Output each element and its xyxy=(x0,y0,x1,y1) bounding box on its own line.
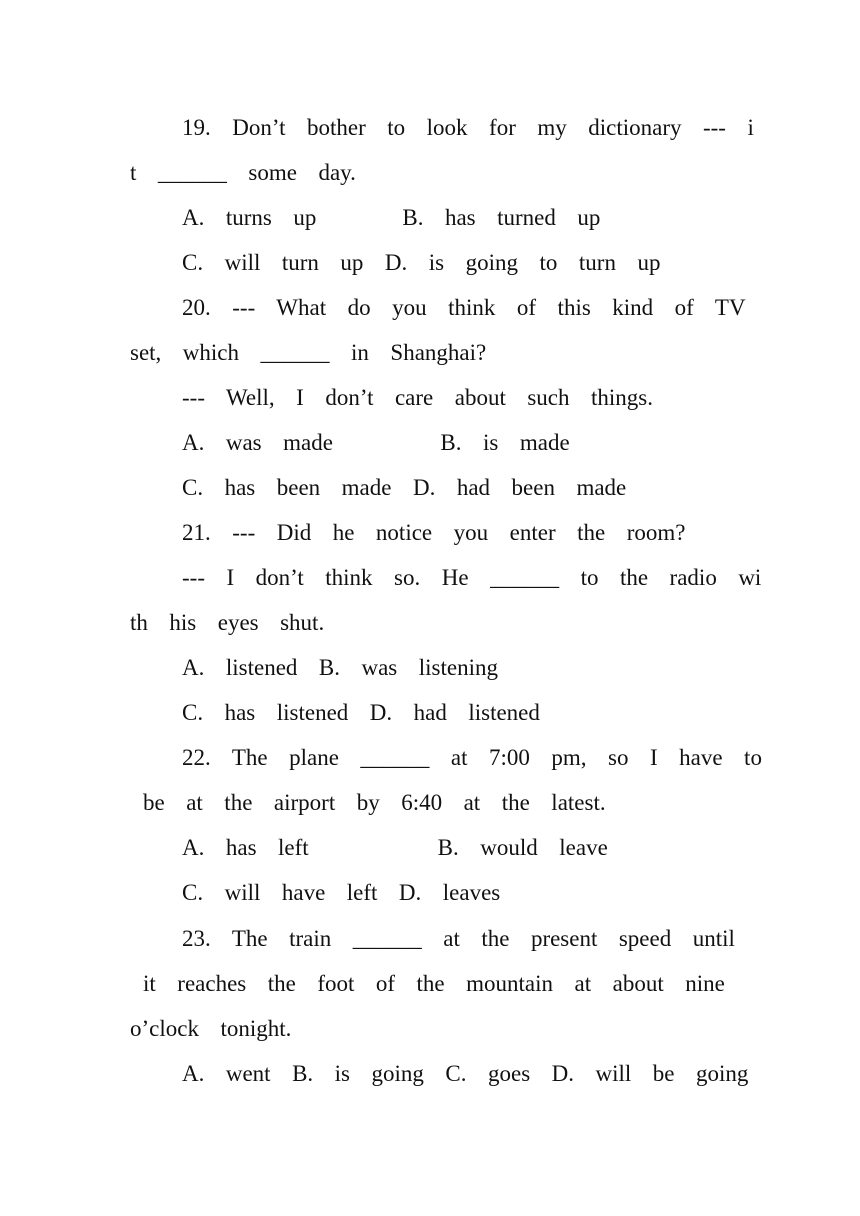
q21-stem-line1: 21. --- Did he notice you enter the room? xyxy=(182,520,686,545)
q23-stem-line2: it reaches the foot of the mountain at about nine xyxy=(143,971,725,996)
q19-stem-line2: t ______ some day. xyxy=(130,160,356,185)
q20-stem-line1: 20. --- What do you think of this kind of TV xyxy=(182,295,746,320)
q23-stem-line1: 23. The train ______ at the present speed until xyxy=(182,926,735,951)
q20-options-ab: A. was made B. is made xyxy=(182,430,570,455)
q19-stem-line1: 19. Don’t bother to look for my dictionary --- i xyxy=(182,115,754,140)
q22-options-ab: A. has left B. would leave xyxy=(182,835,608,860)
q22-options-cd: C. will have left D. leaves xyxy=(182,880,501,905)
q20-options-cd: C. has been made D. had been made xyxy=(182,475,627,500)
q21-options-ab: A. listened B. was listening xyxy=(182,655,498,680)
q23-options: A. went B. is going C. goes D. will be going xyxy=(182,1061,749,1086)
q21-options-cd: C. has listened D. had listened xyxy=(182,700,540,725)
q21-stem-line3: th his eyes shut. xyxy=(130,610,325,635)
q21-stem-line2: --- I don’t think so. He ______ to the radio wi xyxy=(182,565,762,590)
q22-stem-line1: 22. The plane ______ at 7:00 pm, so I have to xyxy=(182,745,762,770)
q20-stem-line2: set, which ______ in Shanghai? xyxy=(130,340,487,365)
q19-options-ab: A. turns up B. has turned up xyxy=(182,205,601,230)
q19-options-cd: C. will turn up D. is going to turn up xyxy=(182,250,661,275)
q20-reply: --- Well, I don’t care about such things. xyxy=(182,385,653,410)
q23-stem-line3: o’clock tonight. xyxy=(130,1016,292,1041)
q22-stem-line2: be at the airport by 6:40 at the latest. xyxy=(143,790,606,815)
